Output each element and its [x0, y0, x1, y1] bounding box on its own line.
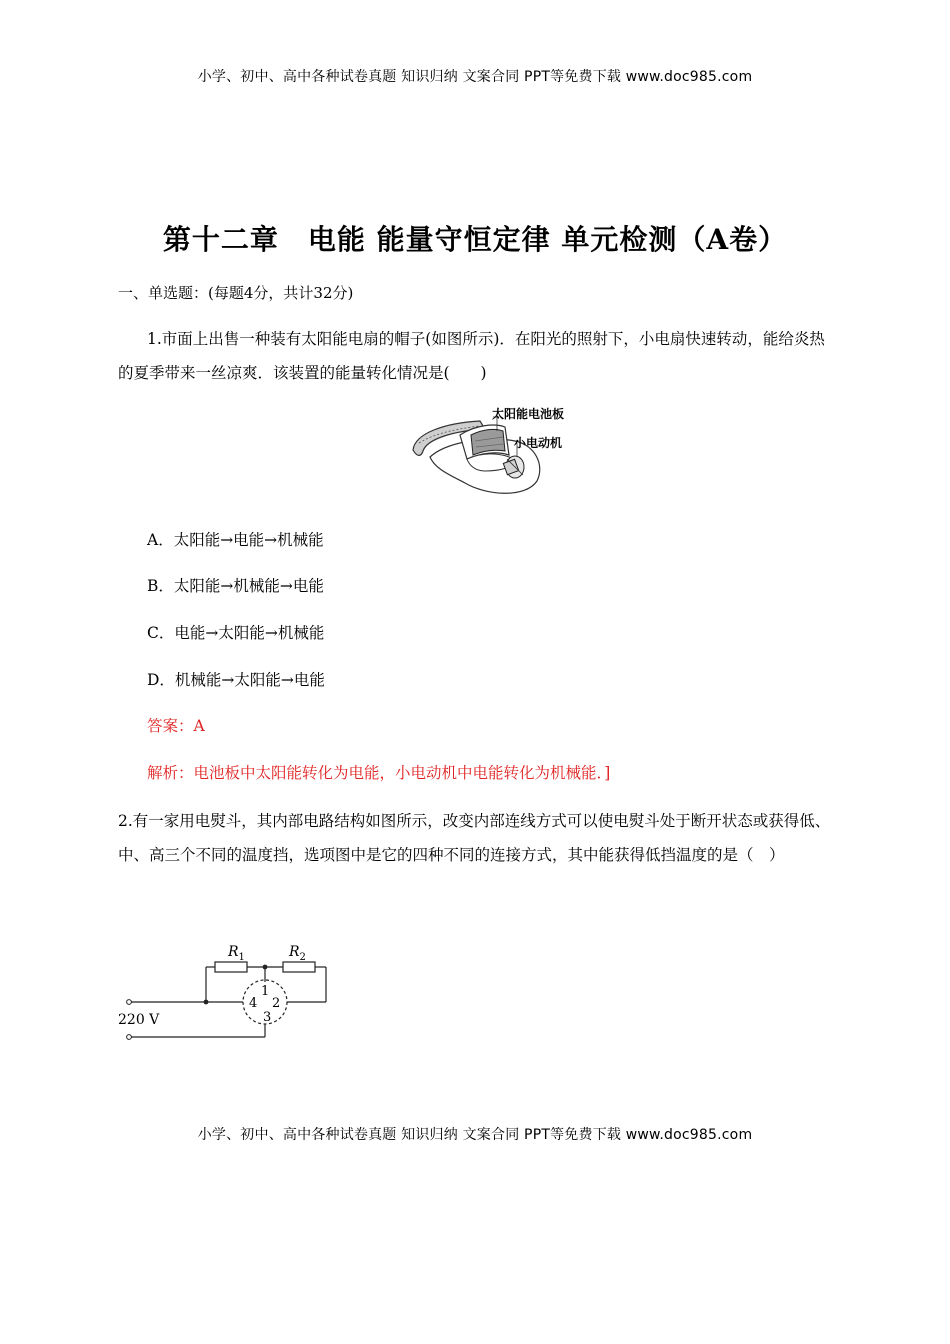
answer-text: 答案：A	[147, 717, 205, 735]
section-heading: 一、单选题：(每题4分，共计32分)	[118, 284, 354, 302]
page-footer: 小学、初中、高中各种试卷真题 知识归纳 文案合同 PPT等免费下载 www.doc985.com	[197, 1127, 753, 1143]
resistor-r2	[283, 962, 315, 972]
resistor-r1	[215, 962, 247, 972]
analysis-text: 解析：电池板中太阳能转化为电能，小电动机中电能转化为机械能．]	[147, 764, 611, 782]
option-b: B．太阳能→机械能→电能	[147, 577, 324, 595]
r1-label: $R_1$	[228, 944, 245, 963]
option-d: D．机械能→太阳能→电能	[147, 671, 325, 689]
terminal-4: 4	[249, 996, 258, 1011]
terminal-1: 1	[261, 984, 270, 999]
voltage-label: 220 V	[118, 1012, 160, 1028]
terminal-2: 2	[272, 996, 281, 1011]
terminal-3: 3	[263, 1010, 272, 1025]
r2-label: $R_2$	[289, 944, 306, 963]
figure-label-solar-panel: 太阳能电池板	[492, 407, 565, 421]
page-title: 第十二章 电能 能量守恒定律 单元检测（A卷）	[162, 223, 788, 256]
option-c: C．电能→太阳能→机械能	[147, 624, 325, 642]
question-2-text: 2.有一家用电熨斗，其内部电路结构如图所示，改变内部连线方式可以使电熨斗处于断开状态或获得低、中、高三个不同的温度挡，选项图中是它的四种不同的连接方式，其中能获得低挡温度的是（ ）	[118, 812, 831, 864]
option-a: A．太阳能→电能→机械能	[147, 531, 324, 549]
question-1-text: 1.市面上出售一种装有太阳能电扇的帽子(如图所示)．在阳光的照射下，小电扇快速转动，能给炎热的夏季带来一丝凉爽．该装置的能量转化情况是( )	[118, 330, 825, 382]
figure-label-motor: 小电动机	[514, 436, 563, 450]
page-header: 小学、初中、高中各种试卷真题 知识归纳 文案合同 PPT等免费下载 www.doc985.com	[197, 69, 753, 85]
